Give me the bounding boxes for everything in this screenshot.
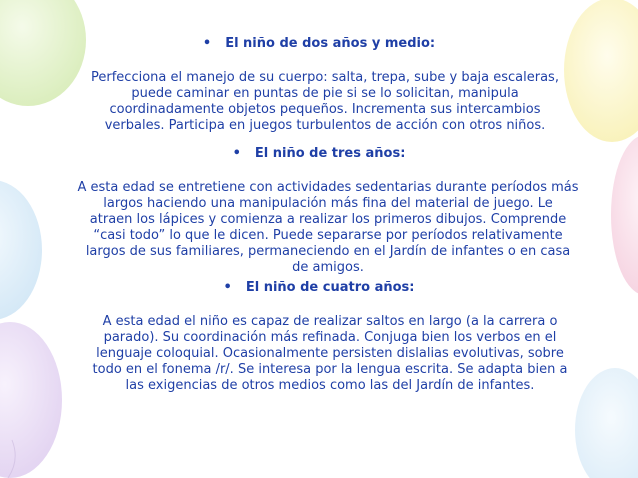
paragraph-tres-anos	[38, 180, 618, 276]
heading-text: El niño de dos años y medio:	[225, 36, 436, 51]
paragraph-line: Perfecciona el manejo de su cuerpo: salta, trepa, sube y baja escaleras,	[91, 70, 559, 85]
paragraph-line: todo en el fonema /r/. Se interesa por la lengua escrita. Se adapta bien a	[92, 362, 568, 377]
bullet-dot: •	[232, 146, 241, 161]
paragraph-line: “casi todo” lo que le dicen. Puede separarse por períodos relativamente	[93, 228, 563, 243]
bullet-dot: •	[223, 280, 232, 295]
paragraph-cuatro-anos	[46, 314, 614, 394]
paragraph-line: A esta edad se entretiene con actividades sedentarias durante períodos más	[77, 180, 579, 195]
section-heading-dos-anos	[0, 36, 638, 52]
paragraph-line: largos de sus familiares, permaneciendo en el Jardín de infantes o en casa	[85, 244, 571, 259]
paragraph-dos-anos	[40, 70, 610, 134]
paragraph-line: largos haciendo una manipulación más fina del material de juego. Le	[103, 196, 553, 211]
paragraph-line: verbales. Participa en juegos turbulentos de acción con otros niños.	[104, 118, 546, 133]
paragraph-line: de amigos.	[292, 260, 364, 275]
paragraph-line: A esta edad el niño es capaz de realizar saltos en largo (a la carrera o	[102, 314, 558, 329]
paragraph-line: coordinadamente objetos pequeños. Incrementa sus intercambios	[109, 102, 541, 117]
paragraph-line: las exigencias de otros medios como las del Jardín de infantes.	[125, 378, 535, 393]
section-heading-tres-anos	[0, 146, 638, 162]
heading-text: El niño de tres años:	[254, 146, 406, 161]
paragraph-line: puede caminar en puntas de pie si se lo solicitan, manipula	[131, 86, 519, 101]
heading-text: El niño de cuatro años:	[245, 280, 415, 295]
bullet-dot: •	[202, 36, 212, 51]
section-heading-cuatro-anos	[0, 280, 638, 296]
paragraph-line: atraen los lápices y comienza a realizar los primeros dibujos. Comprende	[89, 212, 567, 227]
paragraph-line: parado). Su coordinación más refinada. Conjuga bien los verbos en el	[103, 330, 557, 345]
paragraph-line: lenguaje coloquial. Ocasionalmente persisten dislalias evolutivas, sobre	[96, 346, 564, 361]
